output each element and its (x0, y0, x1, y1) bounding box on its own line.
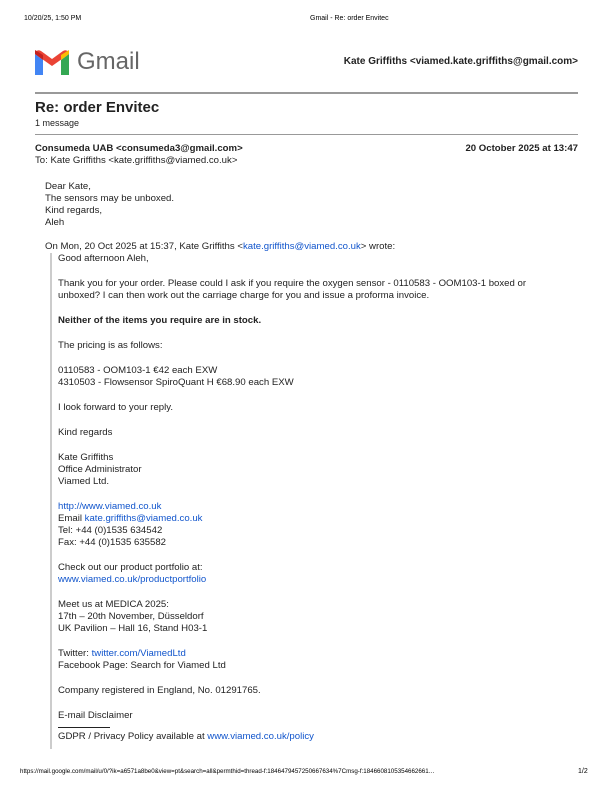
email-link[interactable]: kate.griffiths@viamed.co.uk (84, 513, 203, 524)
sig-company: Viamed Ltd. (58, 476, 110, 487)
quote-header-suffix: > wrote: (360, 241, 396, 252)
disclaimer: E-mail Disclaimer (58, 710, 133, 721)
company-reg: Company registered in England, No. 01291765. (58, 685, 261, 696)
quote-email-link[interactable]: kate.griffiths@viamed.co.uk (242, 241, 361, 252)
body-line: The sensors may be unboxed. (45, 193, 175, 204)
recipient: To: Kate Griffiths <kate.griffiths@viamed.co.uk> (35, 155, 238, 166)
pricing-item: 4310503 - Flowsensor SpiroQuant H €68.90 each EXW (58, 377, 294, 388)
message-count: 1 message (35, 118, 80, 128)
medica-line: UK Pavilion – Hall 16, Stand H03-1 (58, 623, 208, 634)
divider (35, 92, 578, 94)
gdpr-label: GDPR / Privacy Policy available at (58, 731, 208, 742)
body-line: Dear Kate, (45, 181, 91, 192)
pricing-list (58, 365, 585, 389)
gmail-m-icon (35, 50, 69, 75)
quote-header (45, 241, 585, 253)
contact-block (58, 501, 585, 549)
quote-para: Neither of the items you require are in stock. (58, 315, 262, 326)
quote-para: The pricing is as follows: (58, 340, 163, 351)
print-datetime: 10/20/25, 1:50 PM (24, 15, 82, 22)
disclaimer-rule (58, 727, 110, 728)
body-line: Aleh (45, 217, 65, 228)
medica-line: Meet us at MEDICA 2025: (58, 599, 169, 610)
portfolio-block (58, 562, 585, 586)
twitter-link[interactable]: twitter.com/ViamedLtd (91, 648, 186, 659)
email-label: Email (58, 513, 85, 524)
quote-header-prefix: On Mon, 20 Oct 2025 at 15:37, Kate Griffiths < (45, 241, 243, 252)
divider (35, 134, 578, 135)
medica-block (58, 599, 585, 635)
fax: Fax: +44 (0)1535 635582 (58, 537, 167, 548)
message-date: 20 October 2025 at 13:47 (465, 143, 578, 154)
medica-line: 17th – 20th November, Düsseldorf (58, 611, 204, 622)
signature (58, 452, 585, 488)
pricing-item: 0110583 - OOM103-1 €42 each EXW (58, 365, 218, 376)
gmail-logo (35, 48, 140, 76)
body-line: Kind regards, (45, 205, 103, 216)
social-block (58, 648, 585, 672)
twitter-label: Twitter: (58, 648, 92, 659)
page-number: 1/2 (578, 768, 588, 775)
sig-name: Kate Griffiths (58, 452, 114, 463)
message-body (45, 181, 585, 749)
portfolio-link[interactable]: www.viamed.co.uk/productportfolio (58, 574, 207, 585)
tel: Tel: +44 (0)1535 634542 (58, 525, 163, 536)
print-url: https://mail.google.com/mail/u/0/?ik=a6571a8be0&view=pt&search=all&permthid=thread-f:1846479457250667634%7Cmsg-f:1846608105354662661… (20, 768, 435, 775)
quoted-message (50, 253, 585, 749)
gdpr-line (58, 731, 585, 749)
quote-para: Thank you for your order. Please could I ask if you require the oxygen sensor - 0110583 - OOM103-1 boxed or unboxed? I can then work out the carriage charge for you and issue a proforma invoice. (58, 278, 527, 301)
print-title: Gmail - Re: order Envitec (310, 15, 389, 22)
portfolio-label: Check out our product portfolio at: (58, 562, 203, 573)
sender-text: Consumeda UAB <consumeda3@gmail.com> (35, 143, 243, 154)
sig-title: Office Administrator (58, 464, 142, 475)
quote-closing: Kind regards (58, 427, 113, 438)
gmail-wordmark: Gmail (77, 48, 140, 75)
quote-greeting: Good afternoon Aleh, (58, 253, 149, 264)
website-link[interactable]: http://www.viamed.co.uk (58, 501, 162, 512)
quote-para: I look forward to your reply. (58, 402, 173, 413)
gdpr-link[interactable]: www.viamed.co.uk/policy (207, 731, 314, 742)
thread-subject: Re: order Envitec (35, 99, 160, 116)
account-label: Kate Griffiths <viamed.kate.griffiths@gmail.com> (343, 56, 578, 67)
facebook-text: Facebook Page: Search for Viamed Ltd (58, 660, 226, 671)
sender (35, 143, 243, 154)
